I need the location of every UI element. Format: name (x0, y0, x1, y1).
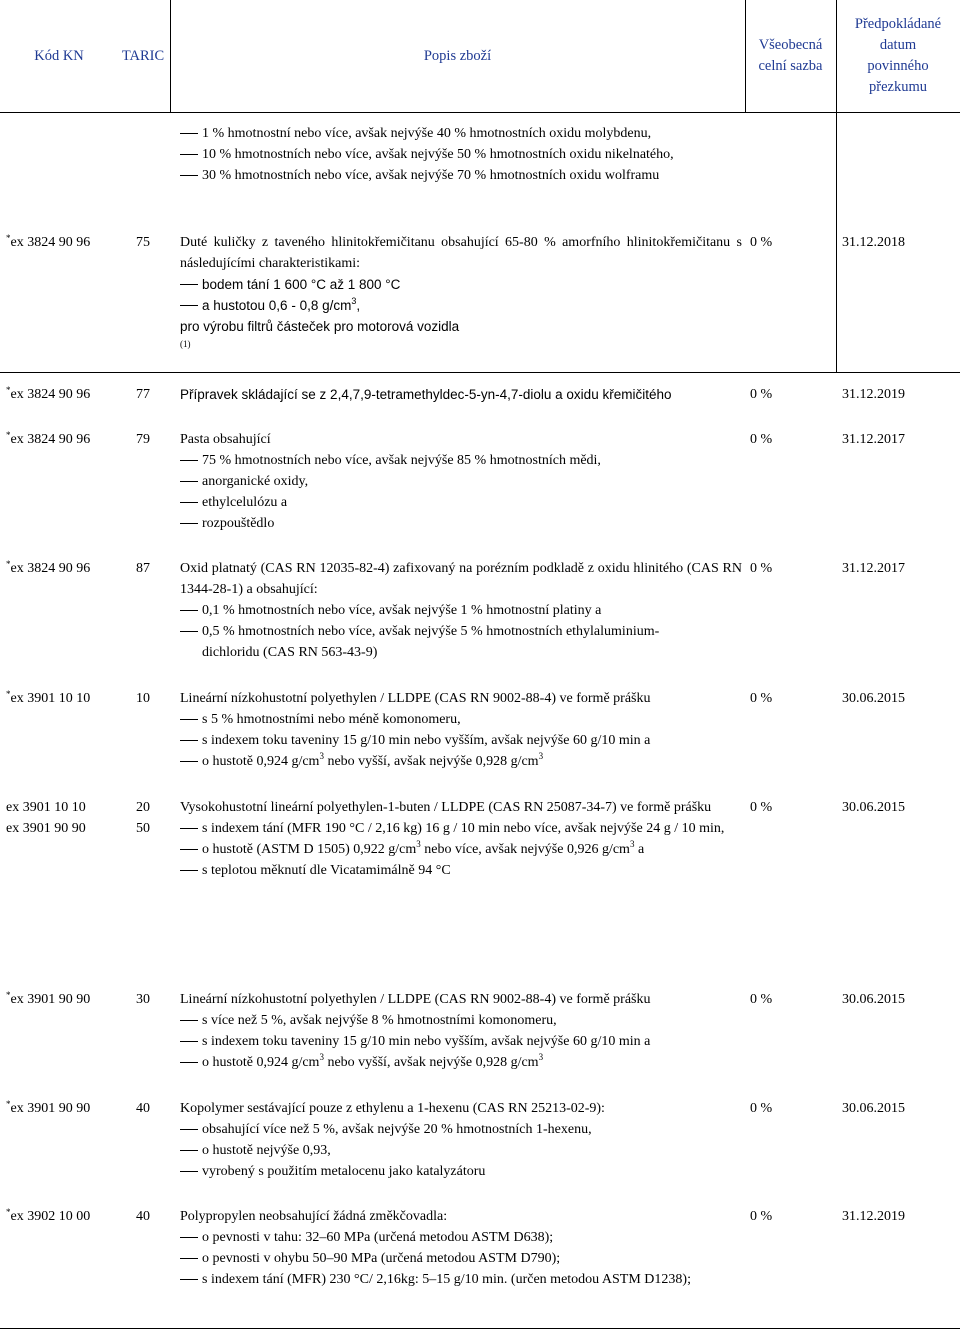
row-date: 31.12.2018 (842, 235, 905, 250)
row-intro: Vysokohustotní lineární polyethylen-1-buten / LLDPE (CAS RN 25087-34-7) ve formě prášku (180, 800, 712, 815)
row-intro: Lineární nízkohustotní polyethylen / LLDPE (CAS RN 9002-88-4) ve formě prášku (180, 691, 651, 706)
list-item: 1 % hmotnostní nebo více, avšak nejvýše 40 % hmotnostních oxidu molybdenu, (180, 123, 730, 144)
row-description (180, 429, 742, 534)
list-item: s indexem toku taveniny 15 g/10 min nebo vyšším, avšak nejvýše 60 g/10 min a (180, 1031, 742, 1052)
row-divider (0, 112, 960, 113)
row-description (180, 384, 742, 405)
footnote-ref: (1) (180, 339, 191, 349)
row-rate: 0 % (750, 800, 773, 815)
row-rate: 0 % (750, 992, 773, 1007)
row-kn-code: *ex 3824 90 96 (6, 430, 91, 447)
list-item: s 5 % hmotnostními nebo méně komonomeru, (180, 709, 742, 730)
row-date: 30.06.2015 (842, 1101, 905, 1116)
row-taric: 40 (136, 1209, 150, 1224)
row-date: 31.12.2019 (842, 1209, 905, 1224)
row-kn-code: *ex 3901 10 10 (6, 689, 91, 706)
list-item: 0,1 % hmotnostních nebo více, avšak nejvýše 1 % hmotnostní platiny a (180, 600, 742, 621)
row-description (180, 123, 730, 186)
list-item: anorganické oxidy, (180, 471, 742, 492)
list-item-continuation: dichloridu (CAS RN 563-43-9) (202, 645, 378, 660)
row-kn-code: *ex 3901 90 90 (6, 1099, 91, 1116)
header-popis: Popis zboží (423, 47, 492, 64)
list-item: o pevnosti v tahu: 32–60 MPa (určená metodou ASTM D638); (180, 1227, 742, 1248)
row-date: 31.12.2017 (842, 561, 905, 576)
list-item: o hustotě 0,924 $g/cm^3$ nebo vyšší, avšak nejvýše 0,928 $g/cm^3$ (180, 1052, 742, 1073)
list-item: ethylcelulózu a (180, 492, 742, 513)
row-taric: 30 (136, 992, 150, 1007)
list-item: a hustotou 0,6 - 0,8 $g/cm^3$, (180, 295, 742, 316)
row-kn-code: *ex 3824 90 96 (6, 385, 91, 402)
row-kn-code: *ex 3824 90 96 (6, 559, 91, 576)
row-rate: 0 % (750, 561, 773, 576)
row-description (180, 558, 742, 663)
row-rate: 0 % (750, 387, 773, 402)
list-item: s teplotou měknutí dle Vicatamimálně 94 °C (180, 860, 742, 881)
row-taric: 77 (136, 387, 150, 402)
row-kn-code: *ex 3902 10 00 (6, 1207, 91, 1224)
header-sazba: Všeobecná celní sazba (758, 37, 823, 74)
row-divider (0, 372, 960, 373)
row-intro: Duté kuličky z taveného hlinitokřemičitanu obsahující 65-80 % amorfního hlinitokřemičitanu s následujícími charakteristikami: (180, 235, 742, 271)
list-item: rozpouštědlo (180, 513, 742, 534)
list-item: o pevnosti v ohybu 50–90 MPa (určená metodou ASTM D790); (180, 1248, 742, 1269)
row-date: 31.12.2017 (842, 432, 905, 447)
row-date: 30.06.2015 (842, 691, 905, 706)
row-kn-code: *ex 3901 90 90 (6, 990, 91, 1007)
row-taric: 75 (136, 235, 150, 250)
row-rate: 0 % (750, 235, 773, 250)
row-description (180, 989, 742, 1073)
row-description (180, 797, 742, 881)
row-date: 30.06.2015 (842, 800, 905, 815)
row-description (180, 1098, 742, 1182)
row-description (180, 232, 742, 351)
row-intro: Pasta obsahující (180, 432, 271, 447)
row-taric: 87 (136, 561, 150, 576)
header-kn: Kód KN (34, 47, 84, 64)
list-item: s indexem tání (MFR 190 °C / 2,16 kg) 16 g / 10 min nebo více, avšak nejvýše 24 g / 10 min, (180, 818, 742, 839)
list-item: 0,5 % hmotnostních nebo více, avšak nejvýše 5 % hmotnostních ethylaluminium- (180, 621, 742, 642)
row-intro: Polypropylen neobsahující žádná změkčovadla: (180, 1209, 448, 1224)
list-item: 10 % hmotnostních nebo více, avšak nejvýše 50 % hmotnostních oxidu nikelnatého, (180, 144, 730, 165)
row-rate: 0 % (750, 1209, 773, 1224)
list-item: s indexem tání (MFR) 230 °C/ 2,16kg: 5–15 g/10 min. (určen metodou ASTM D1238); (180, 1269, 742, 1290)
row-intro: Kopolymer sestávající pouze z ethylenu a 1-hexenu (CAS RN 25213-02-9): (180, 1101, 605, 1116)
list-item: o hustotě 0,924 $g/cm^3$ nebo vyšší, avšak nejvýše 0,928 $g/cm^3$ (180, 751, 742, 772)
row-intro: Přípravek skládající se z 2,4,7,9-tetramethyldec-5-yn-4,7-diolu a oxidu křemičitého (180, 387, 672, 402)
row-description (180, 1206, 742, 1290)
header-datum: Předpokládané datum povinného přezkumu (854, 16, 942, 95)
list-item: bodem tání 1 600 °C až 1 800 °C (180, 274, 742, 295)
row-description (180, 688, 742, 772)
row-rate: 0 % (750, 432, 773, 447)
row-kn-code: *ex 3824 90 96 (6, 233, 91, 250)
list-item: s více než 5 %, avšak nejvýše 8 % hmotnostními komonomeru, (180, 1010, 742, 1031)
list-item: 30 % hmotnostních nebo více, avšak nejvýše 70 % hmotnostních oxidu wolframu (180, 165, 730, 186)
row-kn-code: ex 3901 10 10 ex 3901 90 90 (6, 800, 86, 836)
row-intro: Oxid platnatý (CAS RN 12035-82-4) zafixovaný na porézním podkladě z oxidu hlinitého (CAS RN 1344-28-1) a obsahující: (180, 561, 742, 597)
row-date: 31.12.2019 (842, 387, 905, 402)
list-item: vyrobený s použitím metalocenu jako katalyzátoru (180, 1161, 742, 1182)
row-intro: Lineární nízkohustotní polyethylen / LLDPE (CAS RN 9002-88-4) ve formě prášku (180, 992, 651, 1007)
list-item: obsahující více než 5 %, avšak nejvýše 20 % hmotnostních 1-hexenu, (180, 1119, 742, 1140)
row-rate: 0 % (750, 691, 773, 706)
row-outro: pro výrobu filtrů částeček pro motorová vozidla (180, 319, 460, 334)
row-date: 30.06.2015 (842, 992, 905, 1007)
list-item: 75 % hmotnostních nebo více, avšak nejvýše 85 % hmotnostních mědi, (180, 450, 742, 471)
row-taric: 20 50 (136, 800, 150, 836)
list-item: o hustotě (ASTM D 1505) 0,922 $g/cm^3$ nebo více, avšak nejvýše 0,926 $g/cm^3$ a (180, 839, 742, 860)
row-taric: 79 (136, 432, 150, 447)
row-rate: 0 % (750, 1101, 773, 1116)
row-taric: 10 (136, 691, 150, 706)
list-item: o hustotě nejvýše 0,93, (180, 1140, 742, 1161)
row-taric: 40 (136, 1101, 150, 1116)
header-taric: TARIC (121, 47, 165, 64)
list-item: s indexem toku taveniny 15 g/10 min nebo vyšším, avšak nejvýše 60 g/10 min a (180, 730, 742, 751)
